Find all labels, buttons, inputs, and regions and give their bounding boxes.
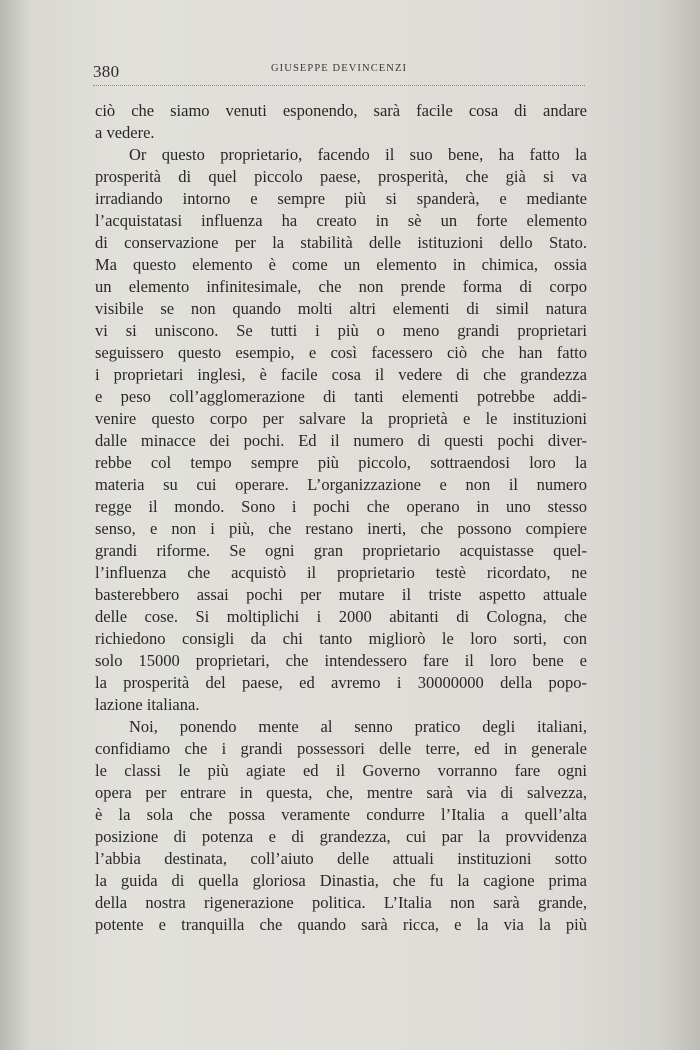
text-line: prosperità di quel piccolo paese, prosperità, che già si va bbox=[95, 167, 587, 186]
text-line: senso, e non i più, che restano inerti, che possono compiere bbox=[95, 519, 587, 538]
text-line: ciò che siamo venuti esponendo, sarà facile cosa di andare bbox=[95, 101, 587, 120]
text-line: potente e tranquilla che quando sarà ricca, e la via la più bbox=[95, 915, 587, 934]
text-line: l’acquistatasi influenza ha creato in sè un forte elemento bbox=[95, 211, 587, 230]
text-line: posizione di potenza e di grandezza, cui par la provvidenza bbox=[95, 827, 587, 846]
text-line: a vedere. bbox=[95, 123, 155, 142]
text-line: e peso coll’agglomerazione di tanti elementi potrebbe addi- bbox=[95, 387, 587, 406]
text-line: i proprietari inglesi, è facile cosa il vedere di che grandezza bbox=[95, 365, 587, 384]
text-line: opera per entrare in questa, che, mentre sarà via di salvezza, bbox=[95, 783, 587, 802]
text-line: Noi, ponendo mente al senno pratico degli italiani, bbox=[129, 717, 587, 736]
text-line: l’influenza che acquistò il proprietario testè ricordato, ne bbox=[95, 563, 587, 582]
text-line: Ma questo elemento è come un elemento in chimica, ossia bbox=[95, 255, 587, 274]
text-line: confidiamo che i grandi possessori delle terre, ed in generale bbox=[95, 739, 587, 758]
text-line: vi si uniscono. Se tutti i più o meno grandi proprietari bbox=[95, 321, 587, 340]
text-line: materia su cui operare. L’organizzazione e non il numero bbox=[95, 475, 587, 494]
text-line: irradiando intorno e sempre più si spanderà, e mediante bbox=[95, 189, 587, 208]
text-line: di conservazione per la stabilità delle istituzioni dello Stato. bbox=[95, 233, 587, 252]
text-line: seguissero questo esempio, e così facessero ciò che han fatto bbox=[95, 343, 587, 362]
text-line: un elemento infinitesimale, che non prende forma di corpo bbox=[95, 277, 587, 296]
text-line: della nostra rigenerazione politica. L’Italia non sarà grande, bbox=[95, 893, 587, 912]
text-line: grandi riforme. Se ogni gran proprietario acquistasse quel- bbox=[95, 541, 587, 560]
text-line: le classi le più agiate ed il Governo vorranno fare ogni bbox=[95, 761, 587, 780]
text-line: dalle minacce dei pochi. Ed il numero di questi pochi diver- bbox=[95, 431, 587, 450]
text-line: è la sola che possa veramente condurre l’Italia a quell’alta bbox=[95, 805, 587, 824]
text-line: richiedono consigli da chi tanto migliorò le loro sorti, con bbox=[95, 629, 587, 648]
body-text bbox=[95, 100, 587, 936]
running-head: GIUSEPPE DEVINCENZI bbox=[271, 63, 408, 74]
text-line: solo 15000 proprietari, che intendessero fare il loro bene e bbox=[95, 651, 587, 670]
text-line: basterebbero assai pochi per mutare il triste aspetto attuale bbox=[95, 585, 587, 604]
text-line: la prosperità del paese, ed avremo i 30000000 della popo- bbox=[95, 673, 587, 692]
text-line: Or questo proprietario, facendo il suo bene, ha fatto la bbox=[129, 145, 587, 164]
text-line: regge il mondo. Sono i pochi che operano in uno stesso bbox=[95, 497, 587, 516]
text-line: visibile se non quando molti altri elementi di simil natura bbox=[95, 299, 587, 318]
text-line: rebbe col tempo sempre più piccolo, sottraendosi loro la bbox=[95, 453, 587, 472]
page-header bbox=[93, 58, 585, 88]
text-line: lazione italiana. bbox=[95, 695, 200, 714]
page-number: 380 bbox=[93, 62, 120, 81]
text-line: la guida di quella gloriosa Dinastia, che fu la cagione prima bbox=[95, 871, 587, 890]
header-rule bbox=[93, 85, 585, 86]
text-line: delle cose. Si moltiplichi i 2000 abitanti di Cologna, che bbox=[95, 607, 587, 626]
text-line: l’abbia destinata, coll’aiuto delle attuali instituzioni sotto bbox=[95, 849, 587, 868]
text-line: venire questo corpo per salvare la proprietà e le instituzioni bbox=[95, 409, 587, 428]
